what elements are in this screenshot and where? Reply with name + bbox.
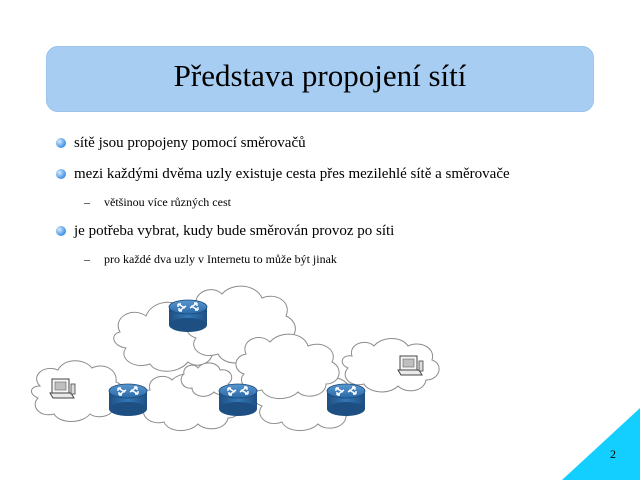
- router-icon: [219, 384, 257, 416]
- page-number: 2: [610, 447, 616, 461]
- dash-icon: –: [84, 195, 90, 209]
- bullet-text: sítě jsou propojeny pomocí směrovačů: [74, 135, 306, 151]
- bullet-text: je potřeba vybrat, kudy bude směrován provoz po síti: [74, 223, 395, 239]
- sub-bullet-text: pro každé dva uzly v Internetu to může být jinak: [104, 252, 337, 266]
- slide-title: Představa propojení sítí: [173, 58, 467, 93]
- dash-icon: –: [84, 252, 90, 266]
- corner-decoration: [562, 408, 640, 480]
- router-icon: [327, 384, 365, 416]
- sub-bullet-text: většinou více různých cest: [104, 195, 231, 209]
- router-icon: [109, 384, 147, 416]
- bullet-text: mezi každými dvěma uzly existuje cesta přes mezilehlé sítě a směrovače: [74, 166, 510, 182]
- router-icon: [169, 300, 207, 332]
